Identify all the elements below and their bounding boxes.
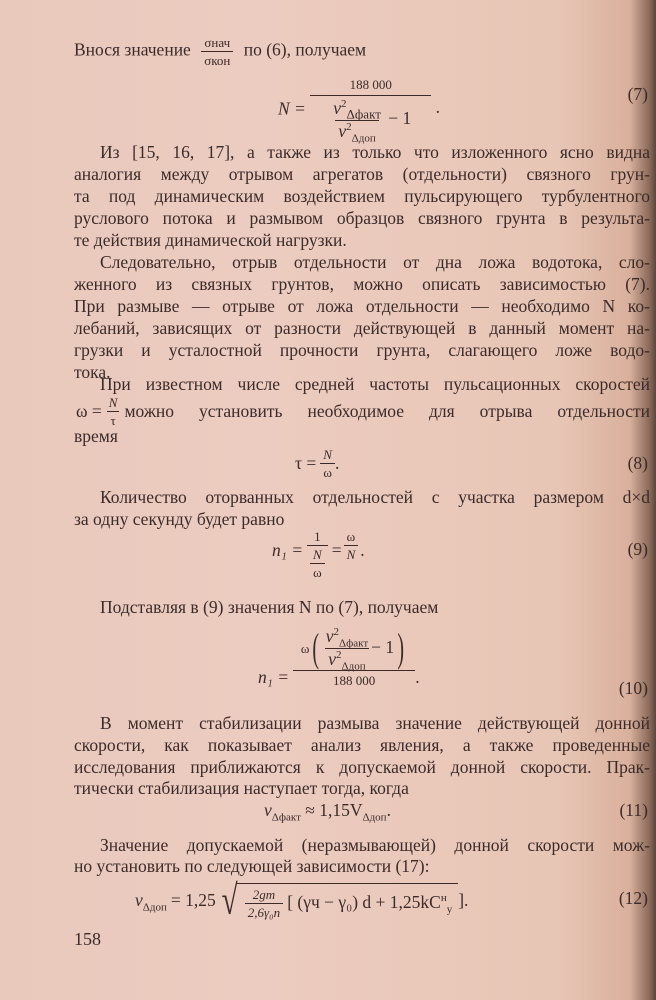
sub: Δдоп — [142, 901, 167, 914]
omega: ω — [300, 640, 310, 656]
paragraph-line: При известном числе средней частоты пульсационных скоростей — [100, 374, 650, 394]
paragraph-line: При размыве — отрыве от ложа отдельности — необходимо N ко- — [74, 296, 650, 316]
paragraph-line: те действия динамической нагрузки. — [74, 230, 347, 250]
equals: = — [331, 540, 342, 560]
v: v — [264, 800, 272, 820]
omega-eq: ω = — [76, 400, 102, 421]
fraction — [344, 530, 359, 561]
num: N — [108, 395, 118, 410]
sup: 2 — [346, 120, 352, 133]
equation-label-11: (11) — [619, 800, 648, 820]
sub: Δфакт — [346, 106, 381, 122]
sup: 2 — [341, 98, 347, 111]
paragraph-line: Следовательно, отрыв отдельности от дна ложа водотока, сло- — [100, 252, 650, 272]
fraction — [293, 625, 415, 688]
fraction — [245, 888, 283, 919]
equation-label-8: (8) — [627, 453, 648, 473]
lhs-group — [135, 889, 167, 914]
sub: Δфакт — [271, 811, 301, 824]
den: 2,6γ₀n — [245, 903, 283, 919]
sub: Δфакт — [339, 637, 369, 650]
intro-after: по (6), получаем — [243, 39, 367, 60]
frac-num: σнач — [204, 35, 231, 50]
paragraph-line: Из [15, 16, 17], а также из только что изложенного ясно видна — [100, 142, 650, 162]
v: v — [328, 648, 337, 669]
num: ω — [346, 529, 356, 544]
eq-lhs: N = — [278, 98, 306, 119]
coef: = 1,25 — [170, 890, 216, 911]
equation-7 — [278, 77, 441, 144]
den: N — [344, 545, 359, 561]
eq7-num: 188 000 — [349, 77, 392, 92]
equation-10 — [258, 625, 420, 688]
minus-one: − 1 — [388, 108, 412, 129]
minus-one: − 1 — [371, 637, 395, 658]
paragraph-line: время — [74, 426, 118, 446]
num: 2gm — [252, 887, 276, 902]
ratio — [323, 626, 371, 672]
equation-8 — [295, 448, 339, 479]
eq-lhs: τ = — [295, 452, 317, 473]
sub: y — [446, 903, 453, 916]
equation-9 — [272, 530, 365, 579]
intro-line — [74, 36, 366, 67]
v: v — [338, 120, 347, 141]
v: v — [325, 626, 334, 646]
omega-line — [76, 396, 650, 427]
paragraph-line: женного из связных грунтов, можно описать зависимостью (7). — [74, 274, 650, 294]
paren: ( — [312, 625, 320, 670]
eq-lhs: n₁ = — [258, 666, 290, 687]
sigma-ratio — [201, 36, 233, 67]
sub: Δдоп — [341, 660, 366, 672]
inner-den: ω — [310, 563, 325, 579]
sup: 2 — [333, 626, 340, 639]
radicand — [237, 883, 458, 919]
v: v — [333, 98, 342, 118]
dot: . — [360, 540, 365, 560]
equation-label-7: (7) — [627, 84, 648, 104]
approx: ≈ 1,15V — [305, 800, 363, 820]
sup: 2 — [336, 648, 342, 661]
numerator — [298, 625, 411, 672]
den — [307, 545, 328, 579]
paragraph-line: исследования приближаются к допускаемой донной скорости. Прак- — [74, 757, 650, 777]
sub: Δдоп — [351, 132, 376, 144]
num: 1 — [314, 529, 321, 544]
equation-11 — [264, 800, 391, 824]
ratio — [330, 98, 384, 144]
equation-label-9: (9) — [627, 539, 648, 559]
eq-lhs: n₁ = — [272, 540, 304, 560]
fraction — [307, 530, 328, 579]
paragraph-line: тока. — [74, 362, 111, 382]
paragraph-line: В момент стабилизации размыва значение действующей донной — [100, 713, 650, 733]
paragraph-line: за одну секунду будет равно — [74, 509, 285, 529]
dot: . — [334, 452, 340, 473]
paren: ) — [397, 625, 405, 670]
paragraph-line: но установить по следующей зависимости (17): — [74, 856, 430, 876]
paragraph-line: грузки и усталостной прочности грунта, слагающего ложе водо- — [74, 340, 650, 360]
eq7-den — [310, 95, 431, 144]
close: ]. — [458, 890, 469, 911]
dot: . — [386, 800, 391, 820]
paragraph-line: Подставляя в (9) значения N по (7), получаем — [100, 597, 439, 617]
bracket-expr: [ (γч − γ₀) d + 1,25kC — [287, 892, 441, 913]
paragraph-line: лебаний, зависящих от разности действующей в данный момент на- — [74, 318, 650, 338]
eq7-fraction — [310, 77, 431, 144]
equation-12 — [135, 880, 468, 922]
equation-label-12: (12) — [618, 888, 648, 908]
intro-text: Внося значение — [74, 39, 191, 60]
paragraph-line: аналогия между отрывом агрегатов (отдельности) связного грун- — [74, 164, 650, 184]
bracket-group — [287, 891, 452, 916]
page-number: 158 — [74, 929, 101, 949]
v: v — [135, 889, 143, 910]
sup: н — [440, 892, 447, 905]
paragraph-text: можно установить необходимое для отрыва отдельности — [124, 400, 650, 421]
paragraph-line: скорости, как показывает анализ явления, а также проведенные — [74, 735, 650, 755]
frac-den: σкон — [201, 51, 233, 67]
paragraph-line: Значение допускаемой (неразмывающей) донной скорости мож- — [100, 835, 650, 855]
sqrt-icon: √ — [221, 878, 238, 924]
equation-label-10: (10) — [618, 678, 648, 698]
denominator: 188 000 — [293, 670, 415, 687]
n-over-tau — [106, 396, 121, 427]
sub: Δдоп — [362, 811, 387, 824]
dot: . — [415, 666, 420, 687]
inner-num: N — [313, 547, 322, 562]
fraction — [320, 448, 335, 479]
num: N — [323, 447, 332, 462]
dot: . — [435, 97, 441, 118]
den: ω — [320, 463, 335, 479]
den: τ — [107, 411, 118, 427]
paragraph-line: руслового потока и размывом образцов связного грунта в результа- — [74, 208, 650, 228]
paragraph-line: Количество оторванных отдельностей с участка размером d×d — [100, 487, 650, 507]
paragraph-line: тически стабилизация наступает тогда, когда — [74, 778, 409, 798]
paragraph-line: та под динамическим воздействием пульсирующего турбулентного — [74, 186, 650, 206]
